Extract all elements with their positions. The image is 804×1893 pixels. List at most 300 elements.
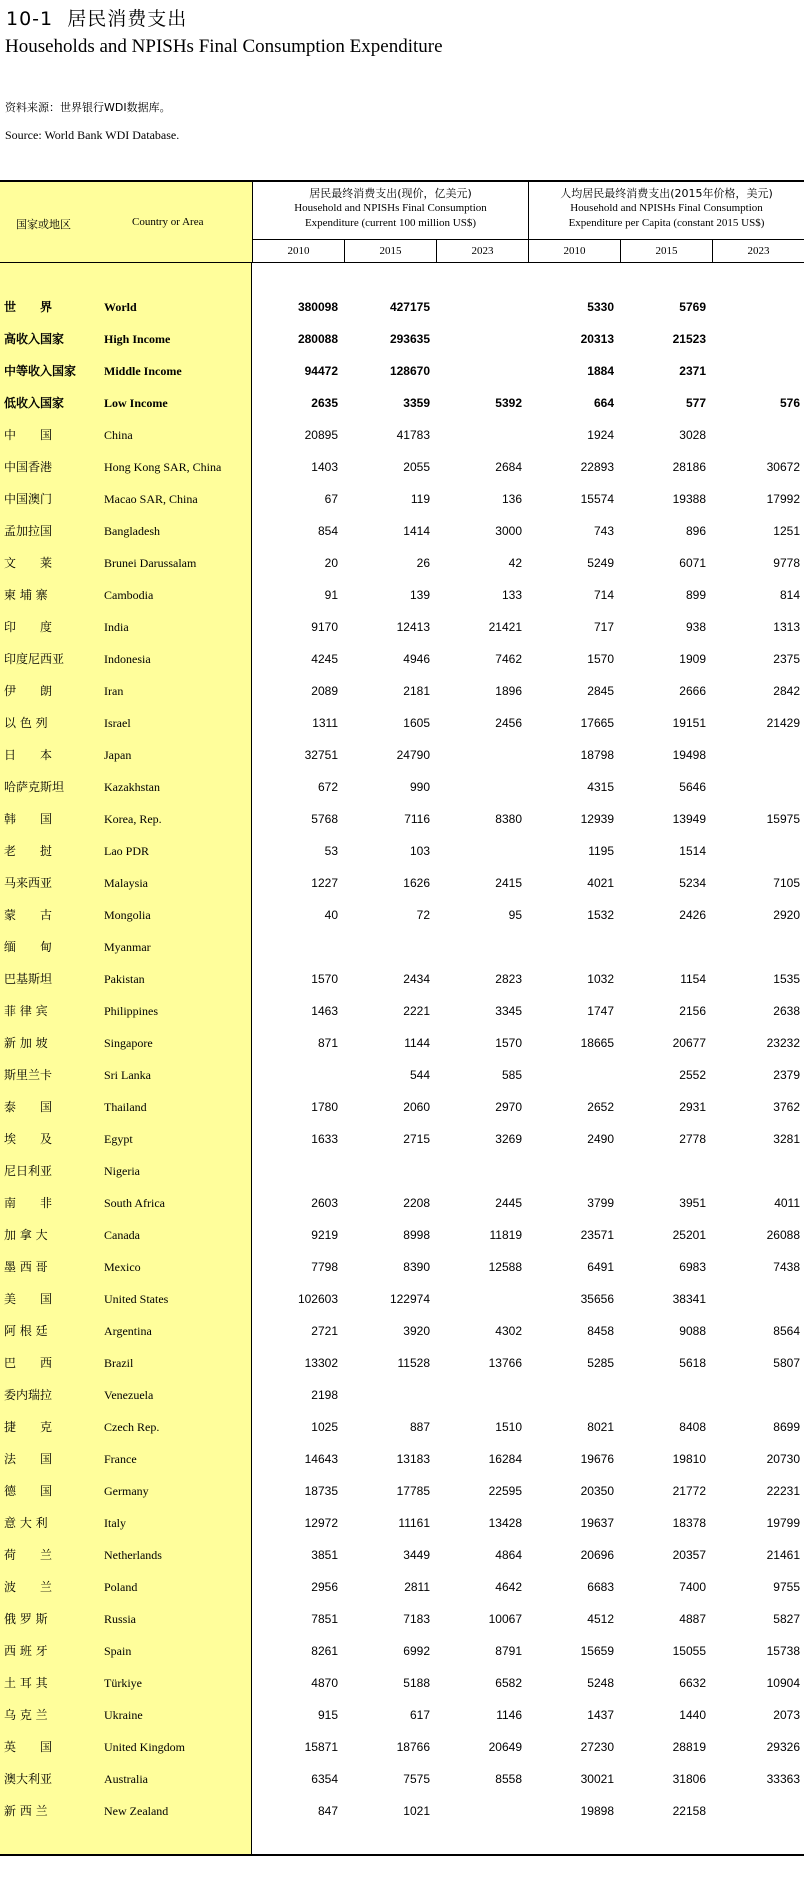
value-cell: 20895 xyxy=(304,428,338,442)
group-percap-line-en1: Household and NPISHs Final Consumption xyxy=(570,202,763,214)
value-cell: 1414 xyxy=(403,524,430,538)
country-name-en: Thailand xyxy=(104,1100,147,1114)
value-cell: 4887 xyxy=(679,1612,706,1626)
value-cell: 42 xyxy=(508,556,522,570)
value-cell: 2371 xyxy=(679,364,706,378)
country-name-zh: 捷 克 xyxy=(4,1420,53,1434)
table-row xyxy=(0,1507,804,1539)
country-name-zh: 低收入国家 xyxy=(4,396,65,410)
value-cell: 1227 xyxy=(311,876,338,890)
table-row xyxy=(0,835,804,867)
value-cell: 3359 xyxy=(403,396,430,410)
value-cell: 2603 xyxy=(311,1196,338,1210)
value-cell: 2652 xyxy=(587,1100,614,1114)
country-name-en: Pakistan xyxy=(104,972,145,986)
country-name-en: France xyxy=(104,1452,137,1466)
country-name-zh: 中等收入国家 xyxy=(4,364,77,378)
value-cell: 5646 xyxy=(679,780,706,794)
table-row xyxy=(0,547,804,579)
value-cell: 1909 xyxy=(679,652,706,666)
table-row xyxy=(0,1539,804,1571)
value-cell: 2198 xyxy=(311,1388,338,1402)
country-name-en: Japan xyxy=(104,748,132,762)
value-cell: 13302 xyxy=(304,1356,338,1370)
value-cell: 4245 xyxy=(311,652,338,666)
value-cell: 17665 xyxy=(580,716,614,730)
country-name-en: World xyxy=(104,300,137,314)
value-cell: 7400 xyxy=(679,1580,706,1594)
value-cell: 1626 xyxy=(403,876,430,890)
value-cell: 5827 xyxy=(773,1612,800,1626)
value-cell: 2956 xyxy=(311,1580,338,1594)
value-cell: 2055 xyxy=(403,460,430,474)
country-name-en: Germany xyxy=(104,1484,149,1498)
country-name-en: Indonesia xyxy=(104,652,151,666)
value-cell: 91 xyxy=(324,588,338,602)
value-cell: 28186 xyxy=(672,460,706,474)
value-cell: 1896 xyxy=(495,684,522,698)
table-row xyxy=(0,1347,804,1379)
table-row xyxy=(0,771,804,803)
value-cell: 21429 xyxy=(766,716,800,730)
value-cell: 10904 xyxy=(766,1676,800,1690)
value-cell: 1146 xyxy=(496,1708,522,1722)
value-cell: 2456 xyxy=(495,716,522,730)
country-name-en: Netherlands xyxy=(104,1548,162,1562)
value-cell: 5330 xyxy=(587,300,614,314)
value-cell: 871 xyxy=(317,1036,338,1050)
value-cell: 19498 xyxy=(672,748,706,762)
country-name-en: Lao PDR xyxy=(104,844,149,858)
value-cell: 41783 xyxy=(396,428,430,442)
value-cell: 19151 xyxy=(672,716,706,730)
value-cell: 8998 xyxy=(403,1228,430,1242)
country-name-en: Bangladesh xyxy=(104,524,160,538)
table-row xyxy=(0,1603,804,1635)
country-name-en: Russia xyxy=(104,1612,137,1626)
table-row xyxy=(0,291,804,323)
table-row xyxy=(0,707,804,739)
value-cell: 15055 xyxy=(672,1644,706,1658)
value-cell: 27230 xyxy=(580,1740,614,1754)
table-row xyxy=(0,611,804,643)
value-cell: 7105 xyxy=(773,876,800,890)
table-body xyxy=(0,263,804,1856)
country-column-header xyxy=(0,182,252,262)
value-cell: 20350 xyxy=(580,1484,614,1498)
value-cell: 18798 xyxy=(580,748,614,762)
country-name-en: United Kingdom xyxy=(104,1740,185,1754)
value-cell: 9778 xyxy=(773,556,800,570)
value-cell: 23232 xyxy=(766,1036,800,1050)
value-cell: 5807 xyxy=(773,1356,800,1370)
page-title-en: Households and NPISHs Final Consumption Expenditure xyxy=(5,36,443,57)
value-cell: 2666 xyxy=(679,684,706,698)
country-name-zh: 巴基斯坦 xyxy=(4,972,53,986)
value-cell: 13183 xyxy=(396,1452,430,1466)
value-cell: 380098 xyxy=(297,300,338,314)
country-name-en: Mongolia xyxy=(104,908,151,922)
table-row xyxy=(0,483,804,515)
value-cell: 2445 xyxy=(495,1196,522,1210)
value-cell: 95 xyxy=(508,908,522,922)
value-cell: 3449 xyxy=(403,1548,430,1562)
country-name-zh: 委内瑞拉 xyxy=(4,1388,53,1402)
value-cell: 19637 xyxy=(580,1516,614,1530)
value-cell: 7183 xyxy=(403,1612,430,1626)
country-name-en: Myanmar xyxy=(104,940,151,954)
country-name-en: Egypt xyxy=(104,1132,133,1146)
table-row xyxy=(0,1795,804,1827)
value-cell: 1403 xyxy=(311,460,338,474)
value-cell: 4315 xyxy=(587,780,614,794)
value-cell: 2684 xyxy=(495,460,522,474)
value-cell: 2778 xyxy=(679,1132,706,1146)
value-cell: 3851 xyxy=(311,1548,338,1562)
value-cell: 5392 xyxy=(495,396,522,410)
country-name-en: Sri Lanka xyxy=(104,1068,151,1082)
value-cell: 2552 xyxy=(679,1068,706,1082)
country-name-zh: 埃 及 xyxy=(4,1132,53,1146)
value-cell: 1532 xyxy=(587,908,614,922)
country-name-zh: 新 加 坡 xyxy=(4,1036,48,1050)
value-cell: 8564 xyxy=(773,1324,800,1338)
country-name-zh: 美 国 xyxy=(4,1292,53,1306)
value-cell: 8380 xyxy=(495,812,522,826)
value-cell: 2931 xyxy=(679,1100,706,1114)
value-cell: 6983 xyxy=(679,1260,706,1274)
country-name-en: Israel xyxy=(104,716,131,730)
table-row xyxy=(0,675,804,707)
country-name-zh: 中 国 xyxy=(4,428,53,442)
value-cell: 585 xyxy=(501,1068,522,1082)
value-cell: 5188 xyxy=(403,1676,430,1690)
country-name-en: Poland xyxy=(104,1580,138,1594)
value-cell: 7116 xyxy=(404,812,430,826)
value-cell: 2811 xyxy=(404,1580,430,1594)
value-cell: 1570 xyxy=(587,652,614,666)
value-cell: 17785 xyxy=(396,1484,430,1498)
table-row xyxy=(0,355,804,387)
value-cell: 1570 xyxy=(495,1036,522,1050)
value-cell: 5248 xyxy=(587,1676,614,1690)
value-cell: 2089 xyxy=(311,684,338,698)
value-cell: 5768 xyxy=(311,812,338,826)
year-header: 2010 xyxy=(528,240,620,262)
group-percap-line-en2: Expenditure per Capita (constant 2015 US$) xyxy=(568,217,765,229)
group-percap-line-zh: 人均居民最终消费支出(2015年价格，美元) xyxy=(560,187,773,200)
value-cell: 2060 xyxy=(403,1100,430,1114)
value-cell: 22231 xyxy=(766,1484,800,1498)
value-cell: 19388 xyxy=(672,492,706,506)
table-row xyxy=(0,1411,804,1443)
country-name-zh: 中国澳门 xyxy=(4,492,53,506)
country-name-zh: 斯里兰卡 xyxy=(4,1068,53,1082)
table-row xyxy=(0,1027,804,1059)
value-cell: 13766 xyxy=(488,1356,522,1370)
value-cell: 1924 xyxy=(587,428,614,442)
country-name-zh: 哈萨克斯坦 xyxy=(4,780,65,794)
value-cell: 22158 xyxy=(672,1804,706,1818)
value-cell: 2434 xyxy=(403,972,430,986)
value-cell: 3762 xyxy=(773,1100,800,1114)
value-cell: 8791 xyxy=(495,1644,522,1658)
value-cell: 1440 xyxy=(679,1708,706,1722)
value-cell: 30021 xyxy=(580,1772,614,1786)
value-cell: 20357 xyxy=(672,1548,706,1562)
value-cell: 6992 xyxy=(403,1644,430,1658)
value-cell: 2208 xyxy=(403,1196,430,1210)
country-name-zh: 巴 西 xyxy=(4,1356,53,1370)
country-name-zh: 蒙 古 xyxy=(4,908,53,922)
country-name-en: China xyxy=(104,428,133,442)
value-cell: 2970 xyxy=(495,1100,522,1114)
value-cell: 21523 xyxy=(672,332,706,346)
value-cell: 35656 xyxy=(580,1292,614,1306)
value-cell: 19676 xyxy=(580,1452,614,1466)
value-cell: 25201 xyxy=(672,1228,706,1242)
value-cell: 12588 xyxy=(488,1260,522,1274)
value-cell: 2635 xyxy=(311,396,338,410)
country-name-zh: 南 非 xyxy=(4,1196,53,1210)
value-cell: 4302 xyxy=(495,1324,522,1338)
value-cell: 15659 xyxy=(580,1644,614,1658)
value-cell: 672 xyxy=(317,780,338,794)
value-cell: 915 xyxy=(317,1708,338,1722)
value-cell: 20677 xyxy=(672,1036,706,1050)
value-cell: 2375 xyxy=(773,652,800,666)
value-cell: 12413 xyxy=(396,620,430,634)
value-cell: 9219 xyxy=(311,1228,338,1242)
value-cell: 5285 xyxy=(587,1356,614,1370)
country-name-zh: 加 拿 大 xyxy=(4,1228,48,1242)
value-cell: 8558 xyxy=(495,1772,522,1786)
value-cell: 38341 xyxy=(672,1292,706,1306)
value-cell: 72 xyxy=(416,908,430,922)
value-cell: 2181 xyxy=(403,684,430,698)
table-row xyxy=(0,1251,804,1283)
value-cell: 16284 xyxy=(488,1452,522,1466)
value-cell: 30672 xyxy=(766,460,800,474)
country-name-en: Türkiye xyxy=(104,1676,142,1690)
value-cell: 23571 xyxy=(580,1228,614,1242)
country-name-en: Cambodia xyxy=(104,588,154,602)
value-cell: 2426 xyxy=(679,908,706,922)
table-row xyxy=(0,1635,804,1667)
value-cell: 1154 xyxy=(680,972,706,986)
header-group-per-capita xyxy=(528,182,804,240)
value-cell: 13428 xyxy=(488,1516,522,1530)
value-cell: 20313 xyxy=(580,332,614,346)
country-name-zh: 文 莱 xyxy=(4,556,53,570)
country-header-zh: 国家或地区 xyxy=(16,218,71,231)
value-cell: 854 xyxy=(317,524,338,538)
value-cell: 847 xyxy=(317,1804,338,1818)
table-row xyxy=(0,1123,804,1155)
country-name-zh: 日 本 xyxy=(4,748,53,762)
value-cell: 814 xyxy=(779,588,800,602)
country-name-zh: 土 耳 其 xyxy=(4,1676,48,1690)
table-row xyxy=(0,1443,804,1475)
value-cell: 11819 xyxy=(489,1228,522,1242)
value-cell: 67 xyxy=(324,492,338,506)
value-cell: 7575 xyxy=(403,1772,430,1786)
value-cell: 1021 xyxy=(403,1804,430,1818)
table-row xyxy=(0,1763,804,1795)
value-cell: 2842 xyxy=(773,684,800,698)
country-name-en: Korea, Rep. xyxy=(104,812,162,826)
value-cell: 1884 xyxy=(587,364,614,378)
table-row xyxy=(0,579,804,611)
value-cell: 20 xyxy=(324,556,338,570)
value-cell: 717 xyxy=(593,620,614,634)
country-name-zh: 世 界 xyxy=(4,300,53,314)
value-cell: 19810 xyxy=(672,1452,706,1466)
table-row xyxy=(0,1379,804,1411)
value-cell: 26088 xyxy=(766,1228,800,1242)
country-name-zh: 伊 朗 xyxy=(4,684,53,698)
value-cell: 1032 xyxy=(587,972,614,986)
country-name-en: Ukraine xyxy=(104,1708,143,1722)
value-cell: 2221 xyxy=(403,1004,430,1018)
value-cell: 28819 xyxy=(672,1740,706,1754)
table-row xyxy=(0,1219,804,1251)
value-cell: 40 xyxy=(324,908,338,922)
country-name-en: South Africa xyxy=(104,1196,165,1210)
value-cell: 17992 xyxy=(766,492,800,506)
country-name-en: India xyxy=(104,620,129,634)
value-cell: 896 xyxy=(685,524,706,538)
value-cell: 6683 xyxy=(587,1580,614,1594)
value-cell: 2073 xyxy=(773,1708,800,1722)
value-cell: 2415 xyxy=(495,876,522,890)
country-name-zh: 以 色 列 xyxy=(4,716,48,730)
country-name-zh: 墨 西 哥 xyxy=(4,1260,48,1274)
country-name-zh: 缅 甸 xyxy=(4,940,53,954)
year-header: 2023 xyxy=(436,240,528,262)
value-cell: 9170 xyxy=(311,620,338,634)
country-name-en: Middle Income xyxy=(104,364,182,378)
table-row xyxy=(0,739,804,771)
value-cell: 2490 xyxy=(587,1132,614,1146)
value-cell: 2845 xyxy=(587,684,614,698)
table-row xyxy=(0,867,804,899)
country-name-zh: 意 大 利 xyxy=(4,1516,48,1530)
group-total-line-zh: 居民最终消费支出(现价，亿美元) xyxy=(309,187,472,200)
value-cell: 136 xyxy=(501,492,522,506)
value-cell: 544 xyxy=(409,1068,430,1082)
value-cell: 2823 xyxy=(495,972,522,986)
table-row xyxy=(0,1091,804,1123)
value-cell: 4870 xyxy=(311,1676,338,1690)
value-cell: 5769 xyxy=(679,300,706,314)
value-cell: 3281 xyxy=(773,1132,800,1146)
value-cell: 22595 xyxy=(488,1484,522,1498)
value-cell: 3799 xyxy=(587,1196,614,1210)
country-name-en: Iran xyxy=(104,684,124,698)
table-row xyxy=(0,1315,804,1347)
country-name-zh: 马来西亚 xyxy=(4,876,53,890)
value-cell: 15975 xyxy=(766,812,800,826)
value-cell: 5249 xyxy=(587,556,614,570)
country-name-en: Venezuela xyxy=(104,1388,154,1402)
country-name-zh: 俄 罗 斯 xyxy=(4,1612,48,1626)
year-header: 2010 xyxy=(252,240,344,262)
table-row xyxy=(0,995,804,1027)
value-cell: 4021 xyxy=(587,876,614,890)
country-name-zh: 印 度 xyxy=(4,620,53,634)
table-row xyxy=(0,1699,804,1731)
country-name-zh: 孟加拉国 xyxy=(4,524,53,538)
value-cell: 664 xyxy=(593,396,614,410)
year-header: 2015 xyxy=(620,240,712,262)
value-cell: 1025 xyxy=(311,1420,338,1434)
value-cell: 1311 xyxy=(312,716,338,730)
table-row xyxy=(0,931,804,963)
value-cell: 1251 xyxy=(773,524,800,538)
value-cell: 12972 xyxy=(304,1516,338,1530)
table-row xyxy=(0,803,804,835)
value-cell: 13949 xyxy=(672,812,706,826)
country-name-en: Canada xyxy=(104,1228,140,1242)
value-cell: 1437 xyxy=(587,1708,614,1722)
value-cell: 1313 xyxy=(773,620,800,634)
table-row xyxy=(0,323,804,355)
value-cell: 9755 xyxy=(773,1580,800,1594)
year-header: 2015 xyxy=(344,240,436,262)
value-cell: 102603 xyxy=(297,1292,338,1306)
country-name-en: Kazakhstan xyxy=(104,780,160,794)
country-header-en: Country or Area xyxy=(132,216,204,228)
country-name-zh: 高收入国家 xyxy=(4,332,65,346)
value-cell: 15738 xyxy=(766,1644,800,1658)
country-name-en: Hong Kong SAR, China xyxy=(104,460,222,474)
group-total-line-en2: Expenditure (current 100 million US$) xyxy=(304,217,477,229)
country-name-en: Italy xyxy=(104,1516,126,1530)
table-row xyxy=(0,1187,804,1219)
country-name-en: Low Income xyxy=(104,396,168,410)
value-cell: 7851 xyxy=(311,1612,338,1626)
value-cell: 899 xyxy=(685,588,706,602)
country-name-en: Macao SAR, China xyxy=(104,492,198,506)
header-group-total xyxy=(252,182,528,240)
value-cell: 8021 xyxy=(587,1420,614,1434)
table-row xyxy=(0,1283,804,1315)
value-cell: 26 xyxy=(416,556,430,570)
value-cell: 15871 xyxy=(304,1740,338,1754)
value-cell: 293635 xyxy=(389,332,430,346)
country-name-zh: 阿 根 廷 xyxy=(4,1324,48,1338)
value-cell: 8261 xyxy=(311,1644,338,1658)
value-cell: 6632 xyxy=(679,1676,706,1690)
value-cell: 31806 xyxy=(672,1772,706,1786)
value-cell: 4512 xyxy=(587,1612,614,1626)
value-cell: 8390 xyxy=(403,1260,430,1274)
value-cell: 4011 xyxy=(774,1196,800,1210)
value-cell: 3269 xyxy=(495,1132,522,1146)
value-cell: 6582 xyxy=(495,1676,522,1690)
value-cell: 7798 xyxy=(311,1260,338,1274)
consumption-table xyxy=(0,180,804,1856)
value-cell: 8458 xyxy=(587,1324,614,1338)
table-row xyxy=(0,1571,804,1603)
value-cell: 18665 xyxy=(580,1036,614,1050)
value-cell: 133 xyxy=(501,588,522,602)
value-cell: 1463 xyxy=(311,1004,338,1018)
value-cell: 714 xyxy=(593,588,614,602)
table-row xyxy=(0,1731,804,1763)
value-cell: 1514 xyxy=(679,844,706,858)
